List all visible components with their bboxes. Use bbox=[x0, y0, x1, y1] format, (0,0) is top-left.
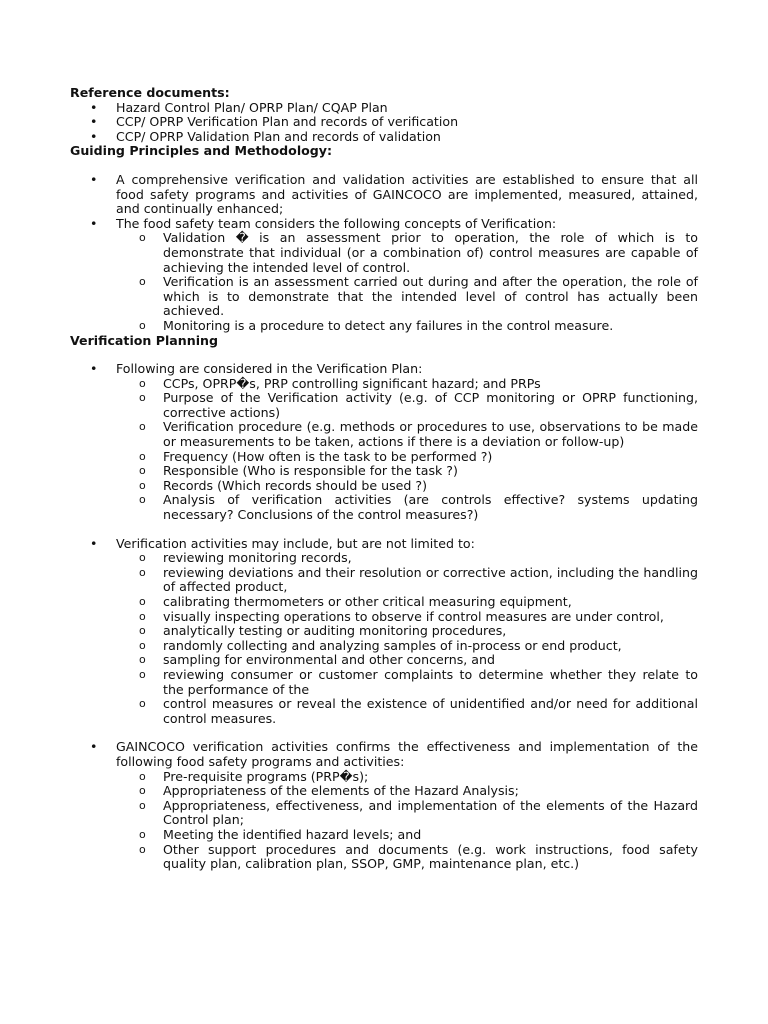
circle-bullet-icon: o bbox=[139, 609, 146, 623]
list-item: o analytically testing or auditing monitoring procedures, bbox=[139, 623, 507, 639]
verification-planning-section bbox=[70, 334, 698, 872]
list-item: o Verification procedure (e.g. methods or procedures to use, observations to be made or measurements to be taken, actions if there is a deviation or follow-up) bbox=[139, 419, 698, 450]
list-item: o Appropriateness of the elements of the Hazard Analysis; bbox=[139, 783, 519, 799]
circle-bullet-icon: o bbox=[139, 769, 146, 783]
list-item: o Analysis of verification activities (are controls effective? systems updating necessary? Conclusions of the control measures?) bbox=[139, 492, 698, 523]
list-item: • CCP/ OPRP Verification Plan and records of verification bbox=[90, 114, 459, 130]
verification-plan-considerations-list bbox=[116, 377, 698, 523]
bullet-icon: • bbox=[90, 361, 98, 377]
list-item: o Purpose of the Verification activity (e.g. of CCP monitoring or OPRP functioning, corrective actions) bbox=[139, 390, 698, 420]
verified-programs-list bbox=[116, 770, 698, 872]
list-item: o visually inspecting operations to observe if control measures are under control, bbox=[139, 608, 664, 624]
verification-concepts-list bbox=[116, 231, 698, 333]
list-item: o reviewing deviations and their resolution or corrective action, including the handling of affected product, bbox=[139, 564, 698, 595]
list-item: o Appropriateness, effectiveness, and implementation of the elements of the Hazard Control plan; bbox=[139, 797, 698, 828]
circle-bullet-icon: o bbox=[139, 464, 146, 478]
list-item: • The food safety team considers the following concepts of Verification: o Validation � is an assessment prior to operation, the role of which is to demonstrate that individual (or a combination of) control measures are capable of achieving the intended level of control. o Verification is an assessment carried out during and after the operation, the role of which is to demonstrate that the intended level of control has actually been achieved. o Monitoring is a procedure to detect any failures in the control measure. bbox=[70, 217, 698, 334]
circle-bullet-icon: o bbox=[139, 667, 146, 681]
list-item: o Monitoring is a procedure to detect any failures in the control measure. bbox=[139, 317, 614, 333]
list-item: o Verification is an assessment carried out during and after the operation, the role of which is to demonstrate that the intended level of control has actually been achieved. bbox=[139, 274, 698, 319]
circle-bullet-icon: o bbox=[139, 391, 146, 405]
bullet-icon: • bbox=[90, 99, 98, 115]
reference-documents-section bbox=[70, 86, 698, 144]
circle-bullet-icon: o bbox=[139, 697, 146, 711]
circle-bullet-icon: o bbox=[139, 827, 146, 841]
bullet-icon: • bbox=[90, 215, 98, 231]
circle-bullet-icon: o bbox=[139, 493, 146, 507]
verification-planning-list bbox=[70, 362, 698, 872]
document-body bbox=[70, 86, 698, 872]
guiding-principles-section bbox=[70, 144, 698, 333]
list-item: o control measures or reveal the existence of unidentified and/or need for additional control measures. bbox=[139, 696, 698, 726]
circle-bullet-icon: o bbox=[139, 376, 146, 390]
list-item: o Responsible (Who is responsible for the task ?) bbox=[139, 463, 458, 479]
bullet-icon: • bbox=[90, 535, 98, 551]
list-item: o randomly collecting and analyzing samples of in-process or end product, bbox=[139, 637, 622, 653]
bullet-icon: • bbox=[90, 128, 98, 144]
bullet-icon: • bbox=[90, 171, 98, 187]
list-item: • A comprehensive verification and validation activities are established to ensure that all food safety programs and activities of GAINCOCO are implemented, measured, attained, and continually enhanced; bbox=[90, 171, 698, 217]
circle-bullet-icon: o bbox=[139, 565, 146, 579]
list-item: o reviewing consumer or customer complaints to determine whether they relate to the performance of the bbox=[139, 666, 698, 697]
circle-bullet-icon: o bbox=[139, 275, 146, 289]
list-item: o reviewing monitoring records, bbox=[139, 550, 352, 566]
circle-bullet-icon: o bbox=[139, 231, 146, 245]
circle-bullet-icon: o bbox=[139, 624, 146, 638]
verification-activities-list bbox=[116, 551, 698, 726]
verification-planning-heading: Verification Planning bbox=[70, 332, 219, 348]
list-item: o CCPs, OPRP�s, PRP controlling significant hazard; and PRPs bbox=[139, 375, 541, 391]
guiding-principles-heading: Guiding Principles and Methodology: bbox=[70, 143, 333, 159]
list-item: o sampling for environmental and other concerns, and bbox=[139, 652, 495, 668]
circle-bullet-icon: o bbox=[139, 842, 146, 856]
circle-bullet-icon: o bbox=[139, 318, 146, 332]
list-item: • GAINCOCO verification activities confirms the effectiveness and implementation of the following food safety programs and activities: o Pre-requisite programs (PRP�s); o Appropriateness of the elements of the Hazard Analysis; o Appropriateness, effectiveness, and implementation of the elements of the Hazard Control plan; o Meeting the identified hazard levels; and o Other support procedures and documents (e.g. work instructions, food safety quality plan, calibration plan, SSOP, GMP, maintenance plan, etc.) bbox=[70, 740, 698, 871]
list-item: • Verification activities may include, but are not limited to: o reviewing monitoring records, o reviewing deviations and their resolution or corrective action, including the handling of affected product, o calibrating thermometers or other critical measuring equipment, o visually inspecting operations to observe if control measures are under control, o analytically testing or auditing monitoring procedures, o randomly collecting and analyzing samples of in-process or end product, o sampling for environmental and other concerns, and o reviewing consumer or customer complaints to determine whether they relate to the performance of the o control measures or reveal the existence of unidentified and/or need for additional control measures. bbox=[70, 537, 698, 727]
list-item: o Other support procedures and documents (e.g. work instructions, food safety quality plan, calibration plan, SSOP, GMP, maintenance plan, etc.) bbox=[139, 841, 698, 872]
list-item: o Pre-requisite programs (PRP�s); bbox=[139, 768, 369, 784]
circle-bullet-icon: o bbox=[139, 449, 146, 463]
circle-bullet-icon: o bbox=[139, 638, 146, 652]
list-item: o Validation � is an assessment prior to operation, the role of which is to demonstrate that individual (or a combination of) control measures are capable of achieving the intended level of control. bbox=[139, 230, 698, 275]
circle-bullet-icon: o bbox=[139, 478, 146, 492]
circle-bullet-icon: o bbox=[139, 653, 146, 667]
bullet-icon: • bbox=[90, 739, 98, 755]
reference-documents-list bbox=[70, 101, 698, 145]
list-item: o Records (Which records should be used ?) bbox=[139, 477, 427, 493]
reference-documents-heading: Reference documents: bbox=[70, 85, 230, 100]
list-item: • Following are considered in the Verification Plan: o CCPs, OPRP�s, PRP controlling significant hazard; and PRPs o Purpose of the Verification activity (e.g. of CCP monitoring or OPRP functioning, corrective actions) o Verification procedure (e.g. methods or procedures to use, observations to be made or measurements to be taken, actions if there is a deviation or follow-up) o Frequency (How often is the task to be performed ?) o Responsible (Who is responsible for the task ?) o Records (Which records should be used ?) o Analysis of verification activities (are controls effective? systems updating necessary? Conclusions of the control measures?) bbox=[70, 362, 698, 523]
list-item: • Hazard Control Plan/ OPRP Plan/ CQAP Plan bbox=[90, 99, 388, 115]
list-item: • CCP/ OPRP Validation Plan and records of validation bbox=[90, 128, 441, 144]
list-item: o Frequency (How often is the task to be performed ?) bbox=[139, 448, 493, 464]
bullet-icon: • bbox=[90, 114, 98, 130]
list-item: o Meeting the identified hazard levels; and bbox=[139, 826, 422, 842]
circle-bullet-icon: o bbox=[139, 551, 146, 565]
circle-bullet-icon: o bbox=[139, 595, 146, 608]
circle-bullet-icon: o bbox=[139, 420, 146, 434]
circle-bullet-icon: o bbox=[139, 798, 146, 812]
list-item: o calibrating thermometers or other critical measuring equipment, bbox=[139, 594, 572, 609]
circle-bullet-icon: o bbox=[139, 784, 146, 798]
guiding-principles-list bbox=[70, 173, 698, 334]
